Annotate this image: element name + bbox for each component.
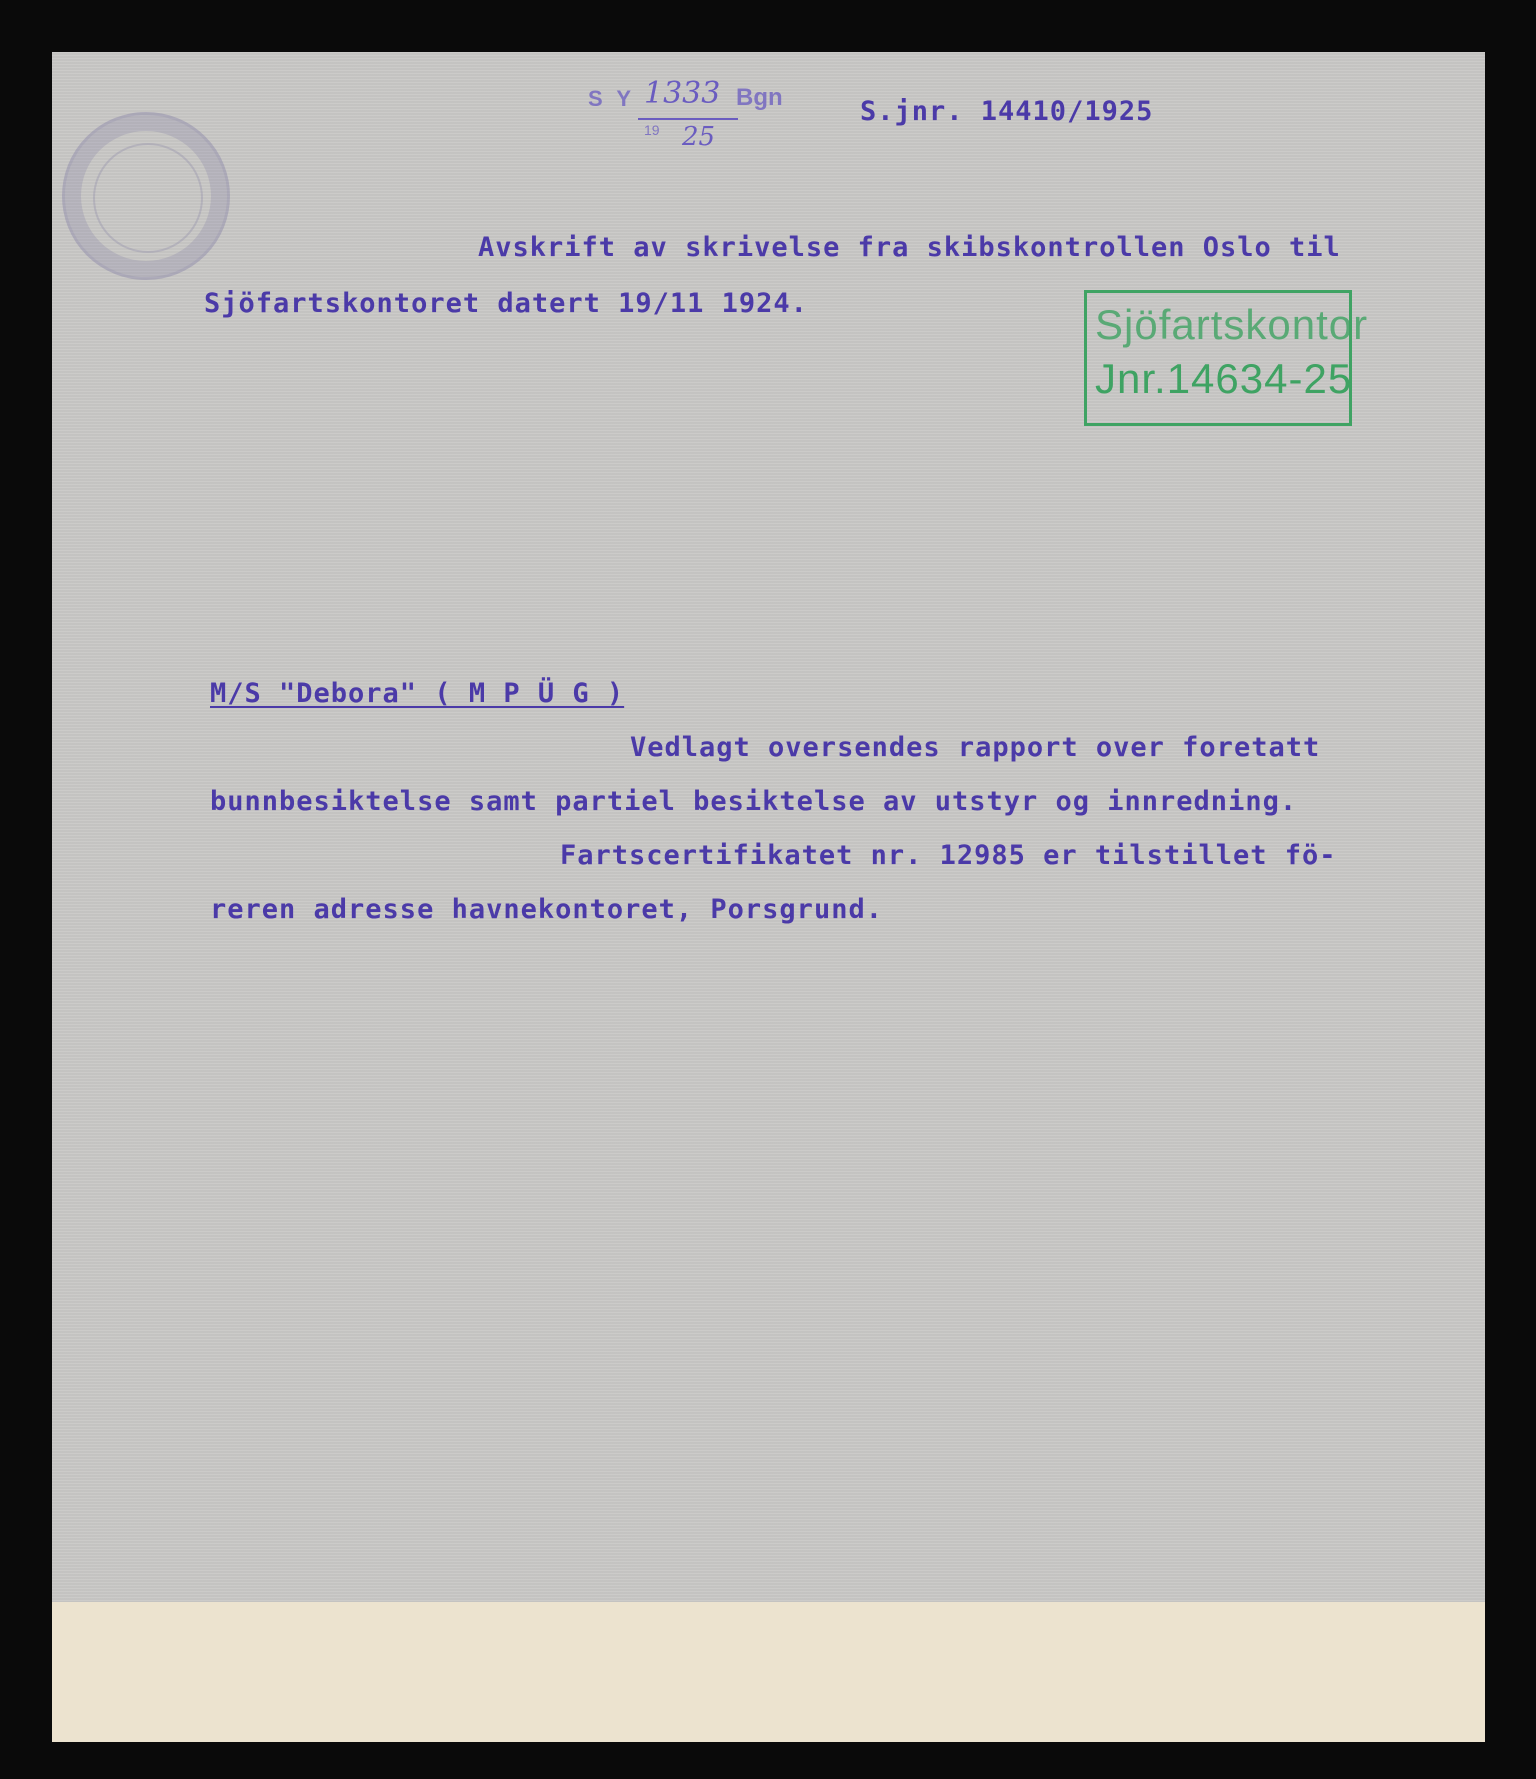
reference-stamp-rule — [638, 118, 738, 120]
reference-stamp — [582, 72, 782, 152]
body-line-1: Vedlagt oversendes rapport over foretatt — [630, 732, 1321, 763]
office-stamp-line-1: Sjöfartskontor — [1095, 301, 1369, 348]
paper-bottom-strip — [52, 1602, 1485, 1742]
subject-heading: M/S "Debora" ( M P Ü G ) — [210, 678, 625, 709]
reference-stamp-number: 1333 — [644, 76, 721, 111]
journal-reference: S.jnr. 14410/1925 — [860, 96, 1154, 127]
intro-line-2: Sjöfartskontoret datert 19/11 1924. — [204, 288, 808, 319]
body-line-4: reren adresse havnekontoret, Porsgrund. — [210, 894, 883, 925]
office-stamp-line-2: Jnr.14634-25 — [1095, 355, 1353, 402]
office-stamp — [1084, 290, 1369, 426]
body-line-2: bunnbesiktelse samt partiel besiktelse av utstyr og innredning. — [210, 786, 1298, 817]
document-page — [52, 52, 1485, 1742]
intro-line-1: Avskrift av skrivelse fra skibskontrollen Oslo til — [478, 232, 1341, 263]
reference-stamp-prefix: S Y — [588, 86, 636, 111]
body-line-3: Fartscertifikatet nr. 12985 er tilstillet fö- — [560, 840, 1337, 871]
reference-stamp-year-prefix: 19 — [644, 122, 660, 138]
reference-stamp-year: 25 — [682, 122, 716, 152]
seal-inner-ring — [93, 143, 203, 253]
reference-stamp-suffix: Bgn — [736, 84, 783, 111]
embossed-seal — [62, 112, 230, 280]
